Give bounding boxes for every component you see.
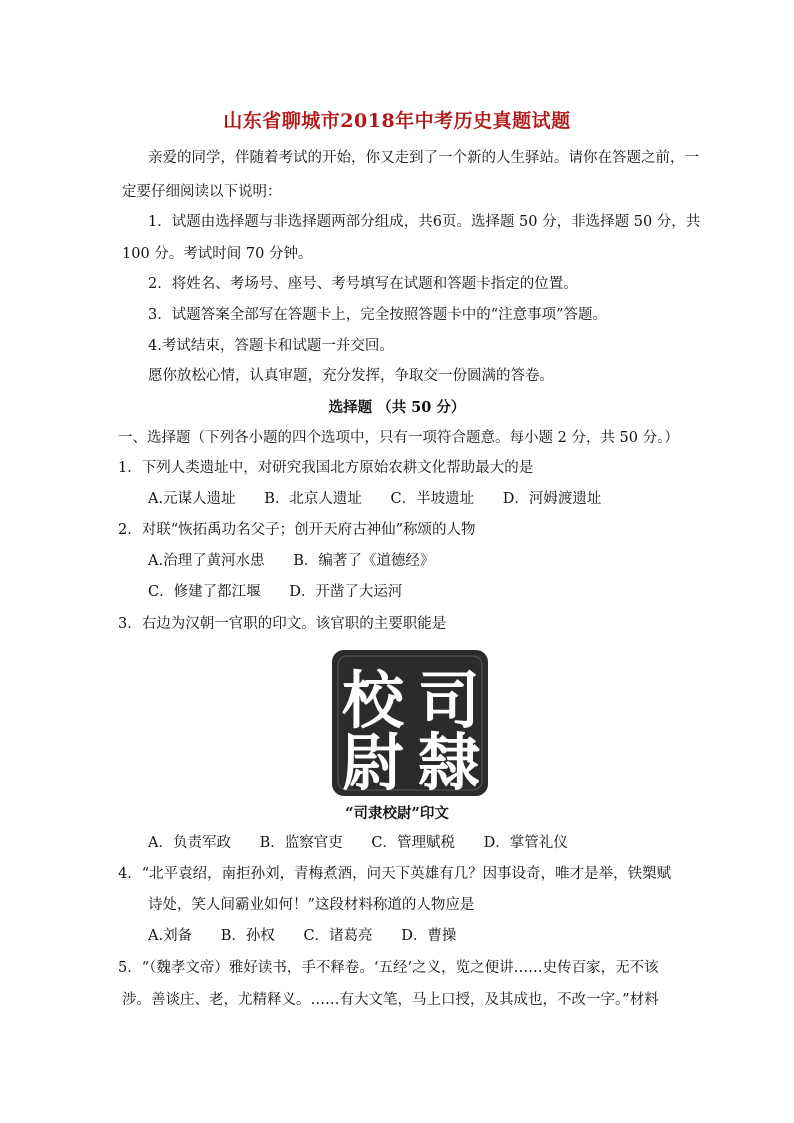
seal-char-3: 校: [341, 664, 405, 737]
q3-option-b: B．监察官吏: [259, 835, 343, 851]
instruction-4: 4.考试结束，答题卡和试题一并交回。: [148, 338, 394, 354]
page-title: 山东省聊城市2018年中考历史真题试题: [223, 110, 571, 132]
q1-option-d: D．河姆渡遗址: [502, 491, 602, 507]
q2-option-d: D．开凿了大运河: [289, 584, 403, 600]
question-1-stem: 1．下列人类遗址中，对研究我国北方原始农耕文化帮助最大的是: [118, 460, 534, 476]
question-2-options-row-1: [148, 551, 458, 571]
q2-option-b: B．编著了《道德经》: [293, 553, 435, 569]
question-5-stem-line-1: 5．“（魏孝文帝）雅好读书，手不释卷。‘五经’之义，览之便讲……史传百家，无不该: [118, 960, 659, 976]
instruction-1: 1．试题由选择题与非选择题两部分组成，共6页。选择题 50 分，非选择题 50 分，共: [148, 214, 701, 230]
seal-char-1: 司: [417, 664, 481, 737]
question-2-options-row-2: [148, 582, 426, 602]
section-title: 选择题 （共 50 分）: [328, 399, 466, 416]
seal-caption: “司隶校尉”印文: [345, 805, 449, 822]
intro-line-2: 定要仔细阅读以下说明：: [122, 184, 282, 200]
question-4-stem-line-2: 诗处，笑人间霸业如何！”这段材料称道的人物应是: [148, 897, 475, 913]
q1-option-b: B．北京人遗址: [264, 491, 362, 507]
question-5-stem-line-2: 涉。善谈庄、老，尤精释义。……有大文笔，马上口授，及其成也，不改一字。”材料: [122, 992, 659, 1008]
question-2-stem: 2．对联“恢拓禹功名父子；创开天府古神仙”称颂的人物: [118, 522, 476, 538]
intro-line-1: 亲爱的同学，伴随着考试的开始，你又走到了一个新的人生驿站。请你在答题之前，一: [148, 150, 699, 166]
q3-option-c: C．管理赋税: [371, 835, 455, 851]
question-4-options: [148, 926, 480, 946]
q3-option-d: D．掌管礼仪: [483, 835, 568, 851]
q1-option-c: C．半坡遗址: [390, 491, 475, 507]
question-1-options: [148, 489, 625, 509]
q2-option-a: A.治理了黄河水患: [148, 553, 265, 569]
instruction-2: 2．将姓名、考场号、座号、考号填写在试题和答题卡指定的位置。: [148, 276, 578, 292]
q3-option-a: A．负责军政: [148, 835, 231, 851]
question-3-options: [148, 833, 592, 853]
seal-char-4: 尉: [341, 726, 405, 796]
q4-option-a: A.刘备: [148, 928, 193, 944]
instruction-3: 3．试题答案全部写在答题卡上，完全按照答题卡中的“注意事项”答题。: [148, 307, 608, 323]
question-4-stem-line-1: 4．“北平袁绍，南拒孙刘，青梅煮酒，问天下英雄有几？因事设奇，唯才是举，铁槊赋: [118, 866, 672, 882]
part-heading: 一、选择题（下列各小题的四个选项中，只有一项符合题意。每小题 2 分，共 50 分。）: [118, 430, 679, 446]
q4-option-b: B．孙权: [220, 928, 275, 944]
question-3-stem: 3．右边为汉朝一官职的印文。该官职的主要职能是: [118, 616, 447, 632]
closing-wish: 愿你放松心情，认真审题，充分发挥，争取交一份圆满的答卷。: [148, 368, 554, 384]
q2-option-c: C．修建了都江堰: [148, 584, 261, 600]
q1-option-a: A.元谋人遗址: [148, 491, 236, 507]
q4-option-d: D．曹操: [401, 928, 457, 944]
seal-char-2: 隸: [417, 726, 481, 796]
instruction-1-cont: 100 分。考试时间 70 分钟。: [122, 246, 313, 262]
q4-option-c: C．诸葛亮: [303, 928, 373, 944]
seal-image: [332, 650, 488, 796]
